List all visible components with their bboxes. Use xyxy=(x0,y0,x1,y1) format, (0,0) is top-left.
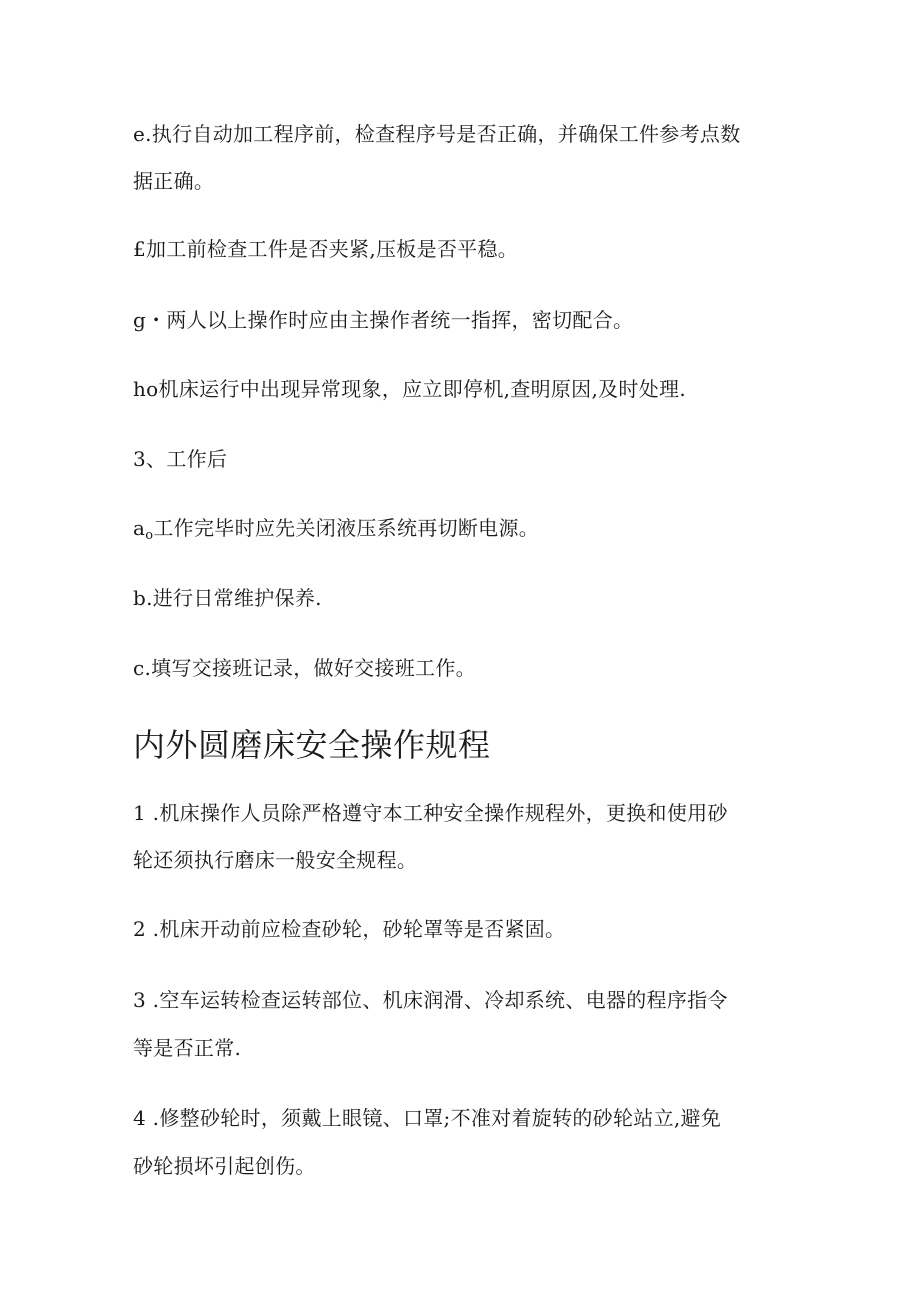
rule-1-line-1: 1 .机床操作人员除严格遵守本工种安全操作规程外，更换和使用砂 xyxy=(133,801,728,825)
rule-1-line-2: 轮还须执行磨床一般安全规程。 xyxy=(133,848,418,872)
section-heading: 内外圆磨床安全操作规程 xyxy=(133,726,491,764)
item-f: £加工前检查工件是否夹紧,压板是否平稳。 xyxy=(133,237,519,261)
item-g: g・两人以上操作时应由主操作者统一指挥，密切配合。 xyxy=(133,308,634,332)
item-h: ho机床运行中出现异常现象，应立即停机,查明原因,及时处理. xyxy=(133,377,686,401)
item-e-line-2: 据正确。 xyxy=(133,169,215,193)
item-e-line-1: e.执行自动加工程序前，检查程序号是否正确，并确保工件参考点数 xyxy=(133,122,741,146)
item-b: b.进行日常维护保养. xyxy=(133,586,322,610)
item-a-text: 工作完毕时应先关闭液压系统再切断电源。 xyxy=(153,516,540,540)
section-3-title: 3、工作后 xyxy=(133,447,228,471)
item-c: c.填写交接班记录，做好交接班工作。 xyxy=(133,656,476,680)
rule-4-line-2: 砂轮损坏引起创伤。 xyxy=(133,1154,316,1178)
item-a-subscript: o xyxy=(145,528,154,543)
item-a xyxy=(133,515,539,549)
rule-3-line-1: 3 .空车运转检查运转部位、机床润滑、冷却系统、电器的程序指令 xyxy=(133,988,728,1012)
rule-3-line-2: 等是否正常. xyxy=(133,1036,242,1060)
item-a-prefix: a xyxy=(133,516,146,540)
rule-4-line-1: 4 .修整砂轮时，须戴上眼镜、口罩;不准对着旋转的砂轮站立,避免 xyxy=(133,1106,722,1130)
rule-2: 2 .机床开动前应检查砂轮，砂轮罩等是否紧固。 xyxy=(133,917,566,941)
